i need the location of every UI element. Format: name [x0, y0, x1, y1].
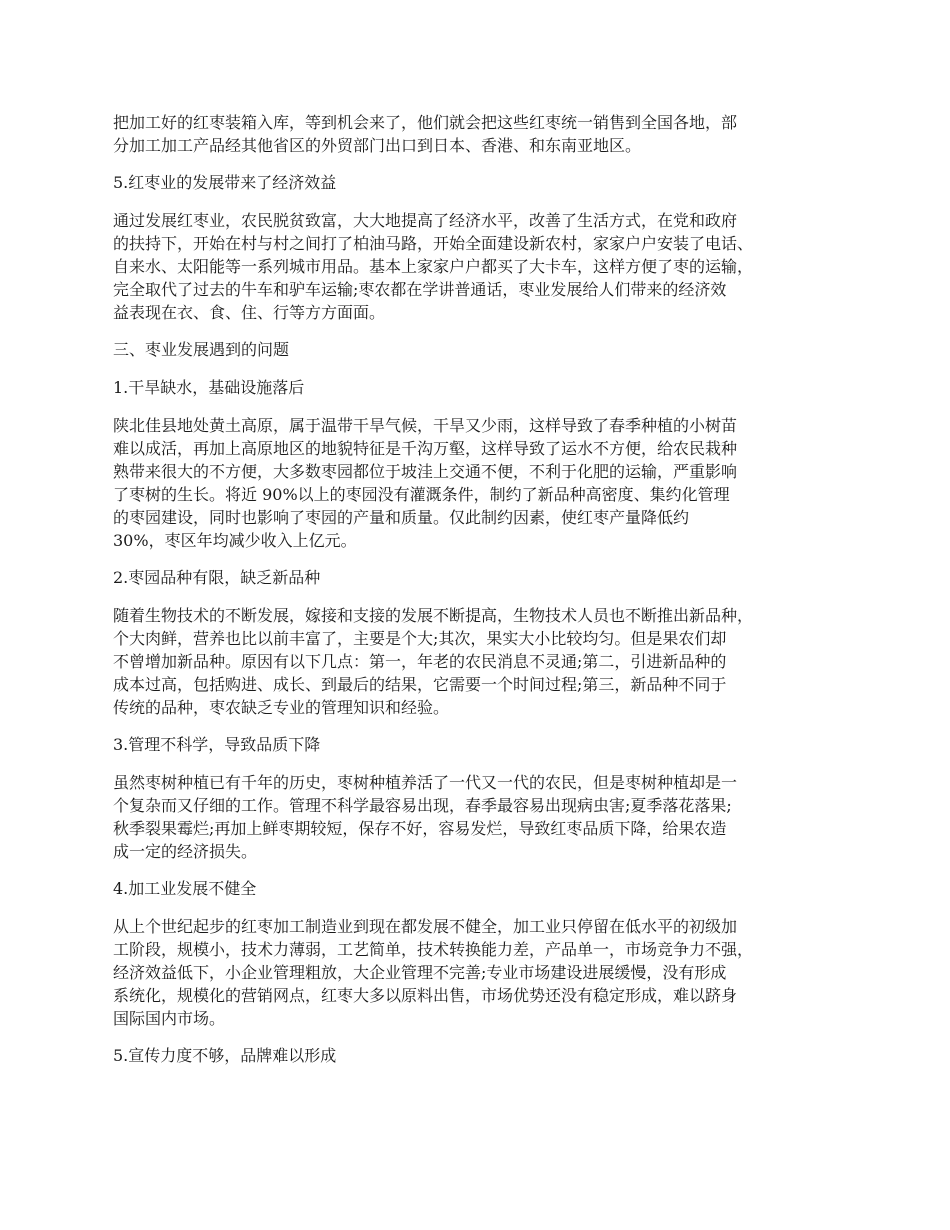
text-line: 难以成活，再加上高原地区的地貌特征是千沟万壑，这样导致了运水不方便，给农民栽种 [113, 439, 738, 458]
text-line: 个大肉鲜，营养也比以前丰富了，主要是个大;其次，果实大小比较均匀。但是果农们却 [113, 629, 727, 648]
document-body [113, 111, 853, 1082]
paragraph-management [113, 771, 853, 863]
text-line: 把加工好的红枣装箱入库，等到机会来了，他们就会把这些红枣统一销售到全国各地，部 [113, 113, 738, 132]
text-line: 不曾增加新品种。原因有以下几点：第一，年老的农民消息不灵通;第二，引进新品种的 [113, 652, 727, 671]
section-heading: 2.枣园品种有限，缺乏新品种 [113, 568, 321, 587]
text-line: 分加工加工产品经其他省区的外贸部门出口到日本、香港、和东南亚地区。 [113, 136, 642, 155]
section-heading: 5.宣传力度不够，品牌难以形成 [113, 1046, 337, 1065]
text-line: 熟带来很大的不方便，大多数枣园都位于坡洼上交通不便，不利于化肥的运输，严重影响 [113, 462, 738, 481]
text-line: 从上个世纪起步的红枣加工制造业到现在都发展不健全，加工业只停留在低水平的初级加 [113, 917, 738, 936]
text-line: 系统化，规模化的营销网点，红枣大多以原料出售，市场优势还没有稳定形成，难以跻身 [113, 986, 738, 1005]
text-line: 通过发展红枣业，农民脱贫致富，大大地提高了经济水平，改善了生活方式，在党和政府 [113, 211, 738, 230]
paragraph-red-date-sales [113, 111, 853, 157]
text-line: 国际国内市场。 [113, 1009, 226, 1028]
text-line: 秋季裂果霉烂;再加上鲜枣期较短，保存不好，容易发烂，导致红枣品质下降，给果农造 [113, 819, 727, 838]
paragraph-economic-benefits [113, 209, 853, 324]
section-heading: 4.加工业发展不健全 [113, 879, 257, 898]
text-line: 了枣树的生长。将近 90%以上的枣园没有灌溉条件，制约了新品种高密度、集约化管理 [113, 485, 730, 504]
text-line: 益表现在衣、食、住、行等方方面面。 [113, 303, 386, 322]
section-heading: 5.红枣业的发展带来了经济效益 [113, 173, 337, 192]
section-heading: 3.管理不科学，导致品质下降 [113, 735, 321, 754]
text-line: 成本过高，包括购进、成长、到最后的结果，它需要一个时间过程;第三，新品种不同于 [113, 675, 727, 694]
paragraph-processing-industry [113, 915, 853, 1030]
text-line: 工阶段，规模小，技术力薄弱，工艺简单，技术转换能力差，产品单一，市场竞争力不强， [113, 940, 754, 959]
text-line: 传统的品种，枣农缺乏专业的管理知识和经验。 [113, 698, 450, 717]
text-line: 个复杂而又仔细的工作。管理不科学最容易出现，春季最容易出现病虫害;夏季落花落果; [113, 796, 732, 815]
text-line: 成一定的经济损失。 [113, 842, 258, 861]
text-line: 陕北佳县地处黄土高原，属于温带干旱气候，干旱又少雨，这样导致了春季种植的小树苗 [113, 416, 738, 435]
paragraph-varieties [113, 604, 853, 719]
paragraph-drought [113, 414, 853, 552]
text-line: 经济效益低下，小企业管理粗放，大企业管理不完善;专业市场建设进展缓慢，没有形成 [113, 963, 727, 982]
text-line: 完全取代了过去的牛车和驴车运输;枣农都在学讲普通话，枣业发展给人们带来的经济效 [113, 280, 727, 299]
text-line: 的枣园建设，同时也影响了枣园的产量和质量。仅此制约因素，使红枣产量降低约 [113, 508, 690, 527]
text-line: 虽然枣树种植已有千年的历史，枣树种植养活了一代又一代的农民，但是枣树种植却是一 [113, 773, 738, 792]
text-line: 随着生物技术的不断发展，嫁接和支接的发展不断提高，生物技术人员也不断推出新品种， [113, 606, 754, 625]
chapter-heading: 三、枣业发展遇到的问题 [113, 340, 290, 359]
text-line: 的扶持下，开始在村与村之间打了柏油马路，开始全面建设新农村，家家户户安装了电话、 [113, 234, 754, 253]
text-line: 30%，枣区年均减少收入上亿元。 [113, 531, 357, 550]
text-line: 自来水、太阳能等一系列城市用品。基本上家家户户都买了大卡车，这样方便了枣的运输， [113, 257, 754, 276]
section-heading: 1.干旱缺水，基础设施落后 [113, 378, 305, 397]
